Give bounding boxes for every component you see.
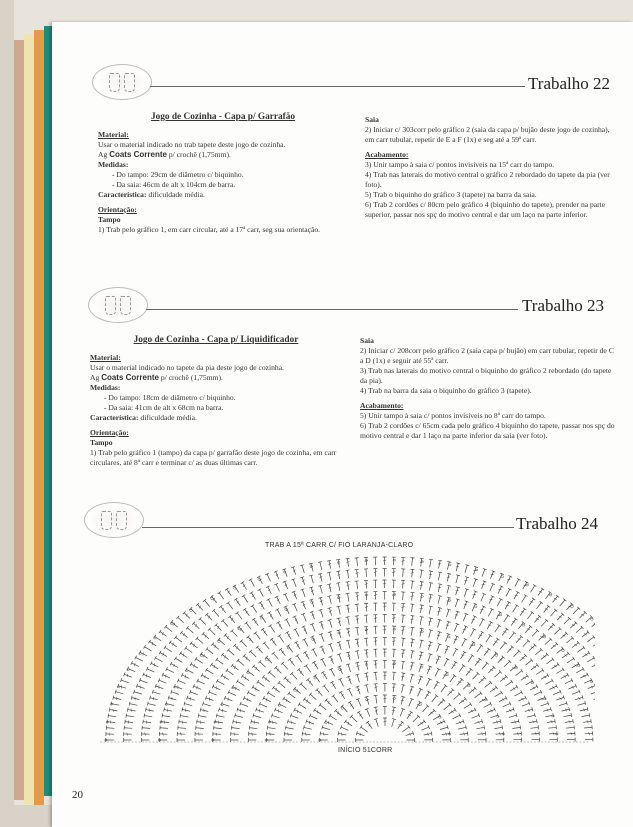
instruction-line: 6) Trab 2 cordões c/ 80cm pelo gráfico 4 (biquinho do tapete), prender na parte superior, passar nos spç do motivo central e dar um laço na parte inferior. bbox=[365, 200, 606, 219]
subheading: Saia bbox=[360, 336, 374, 345]
section-22-right bbox=[365, 115, 620, 220]
subheading: Material: bbox=[98, 130, 129, 139]
subheading: Medidas: bbox=[90, 383, 121, 392]
section-rule bbox=[146, 309, 518, 310]
subheading: Tampo bbox=[90, 438, 113, 447]
section-22-left bbox=[98, 112, 348, 235]
instruction-line: Usar o material indicado no tapete da pia deste jogo de cozinha. bbox=[90, 363, 284, 372]
section-23-title: Jogo de Cozinha - Capa p/ Liquidificador bbox=[133, 335, 299, 345]
instruction-line: 2) Iniciar c/ 303corr pelo gráfico 2 (saia da capa p/ bujão deste jogo de cozinha), em carr tubular, repetir de E a F (1x) e seg até a 59ª carr. bbox=[365, 125, 610, 144]
brand-name: Coats Corrente bbox=[101, 373, 159, 382]
instruction-line: 3) Trab nas laterais do motivo central o biquinho do gráfico 2 rebordado (do tapete da pia). bbox=[360, 366, 612, 385]
jar-emblem-icon bbox=[88, 287, 148, 323]
section-22-title: Jogo de Cozinha - Capa p/ Garrafão bbox=[150, 112, 296, 122]
book-spine bbox=[44, 26, 52, 796]
section-rule bbox=[150, 86, 525, 87]
subheading: Acabamento: bbox=[365, 150, 409, 159]
subheading: Medidas: bbox=[98, 160, 129, 169]
section-heading-24: Trabalho 24 bbox=[516, 514, 599, 533]
measure-line: - Da saia: 41cm de alt x 68cm na barra. bbox=[104, 403, 224, 412]
feature-line: Característica: dificuldade média. bbox=[98, 190, 205, 199]
page-number: 20 bbox=[72, 789, 83, 801]
book-edge-stripe bbox=[14, 40, 24, 800]
book-edge-stripe bbox=[24, 34, 34, 804]
jar-emblem-icon bbox=[92, 64, 152, 100]
instruction-line: 5) Trab o biquinho do gráfico 3 (tapete) na barra da saia. bbox=[365, 190, 537, 199]
jar-emblem-icon bbox=[84, 502, 144, 538]
measure-line: - Da saia: 46cm de alt x 104cm de barra. bbox=[112, 180, 236, 189]
instruction-line: 4) Trab nas laterais do motivo central o gráfico 2 rebordado do tapete da pia (ver foto). bbox=[365, 170, 610, 189]
subheading: Material: bbox=[90, 353, 121, 362]
book-edge-stripe bbox=[34, 30, 44, 805]
instruction-line: 5) Unir tampo à saia c/ pontos invisíveis no 8ª carr do tampo. bbox=[360, 411, 546, 420]
section-23-right-body bbox=[360, 336, 618, 441]
instruction-line: 3) Unir tampo à saia c/ pontos invisíveis na 15ª carr do tampo. bbox=[365, 160, 555, 169]
instruction-line: Usar o material indicado no trab tapete deste jogo de cozinha. bbox=[98, 140, 286, 149]
crochet-chart-diagram bbox=[95, 550, 595, 746]
subheading: Saia bbox=[365, 115, 379, 124]
instruction-line: 1) Trab pelo gráfico 1, em carr circular, até a 17ª carr, seg sua orientação. bbox=[98, 225, 321, 234]
section-23-right bbox=[360, 336, 618, 441]
feature-line: Característica: dificuldade média. bbox=[90, 413, 197, 422]
section-22-left-body bbox=[98, 130, 348, 235]
subheading: Tampo bbox=[98, 215, 121, 224]
instruction-line: 2) Iniciar c/ 208corr pelo gráfico 2 (saia capa p/ bujão) em carr tubular, repetir de C a D (1x) e seguir até 55ª carr. bbox=[360, 346, 614, 365]
section-22-right-body bbox=[365, 115, 620, 220]
section-23-left bbox=[90, 335, 342, 468]
material-line: Ag Coats Corrente p/ crochê (1,75mm). bbox=[98, 150, 231, 159]
section-23-left-body bbox=[90, 353, 342, 468]
diagram-top-label: TRAB A 15ª CARR C/ FIO LARANJA-CLARO bbox=[265, 542, 414, 549]
subheading: Orientação: bbox=[98, 205, 137, 214]
instruction-line: 4) Trab na barra da saia o biquinho do gráfico 3 (tapete). bbox=[360, 386, 532, 395]
section-rule bbox=[142, 527, 514, 528]
subheading: Orientação: bbox=[90, 428, 129, 437]
material-line: Ag Coats Corrente p/ crochê (1,75mm). bbox=[90, 373, 223, 382]
diagram-bottom-label: INÍCIO 51CORR bbox=[338, 747, 393, 754]
instruction-line: 1) Trab pelo gráfico 1 (tampo) da capa p/ garrafão deste jogo de cozinha, em carr circulares, até 8ª carr e terminar c/ as duas últimas carr. bbox=[90, 448, 337, 467]
section-heading-22: Trabalho 22 bbox=[528, 74, 611, 93]
instruction-line: 6) Trab 2 cordões c/ 65cm cada pelo gráfico 4 biquinho do tapete, passar nos spç do motivo central e dar 1 laço na parte inferior da saia (ver foto). bbox=[360, 421, 615, 440]
subheading: Acabamento: bbox=[360, 401, 404, 410]
brand-name: Coats Corrente bbox=[109, 150, 167, 159]
measure-line: - Do tampo: 18cm de diâmetro c/ biquinho. bbox=[104, 393, 236, 402]
measure-line: - Do tampo: 29cm de diâmetro c/ biquinho. bbox=[112, 170, 244, 179]
book-edge bbox=[0, 0, 14, 827]
section-heading-23: Trabalho 23 bbox=[522, 296, 605, 315]
